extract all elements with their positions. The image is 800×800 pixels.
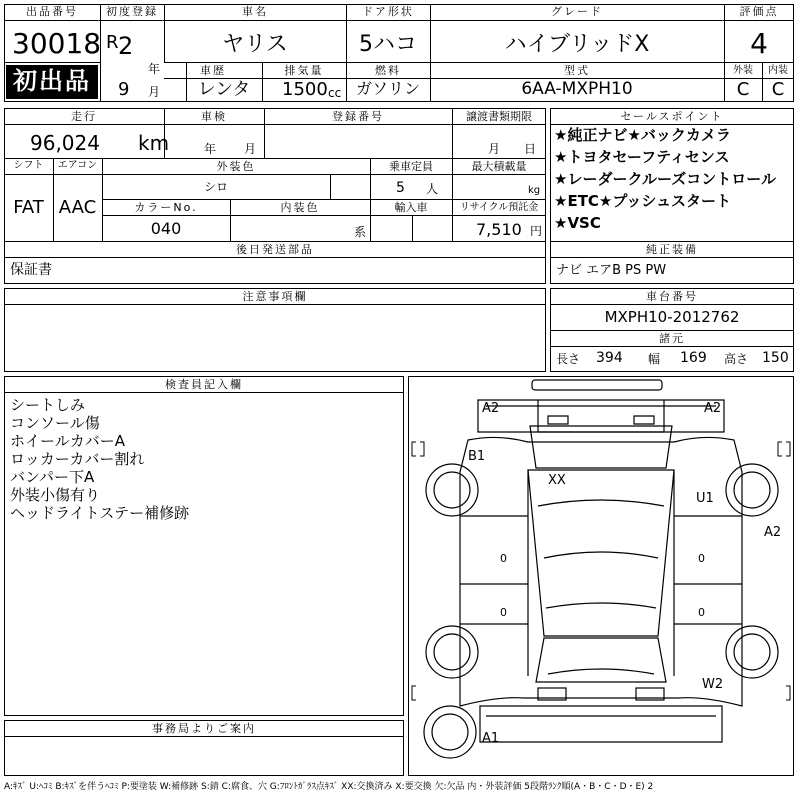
reg-year-unit: 年: [148, 62, 161, 76]
width-label: 幅: [648, 352, 661, 366]
shift: FAT: [13, 197, 44, 218]
capacity-label: 乗車定員: [389, 160, 433, 173]
inspector-item: コンソール傷: [10, 414, 100, 432]
exterior-label: 外装: [733, 65, 753, 76]
dims-label: 諸元: [659, 332, 685, 345]
color-no: 040: [150, 219, 182, 238]
car-name: ヤリス: [222, 32, 288, 57]
sales-point: ★レーダークルーズコントロール: [554, 170, 776, 188]
length-label: 長さ: [556, 352, 581, 366]
score: 4: [750, 27, 768, 60]
later-parts: 保証書: [10, 262, 52, 278]
sales-label: セールスポイント: [620, 110, 724, 123]
score-label: 評価点: [739, 5, 779, 18]
length: 394: [596, 350, 623, 366]
rear-window: [536, 638, 666, 682]
inspector-item: 外装小傷有り: [10, 486, 101, 504]
model: 6AA-MXPH10: [521, 79, 633, 99]
inspector-items: [10, 396, 189, 522]
int-color-label: 内装色: [280, 201, 320, 214]
fuel: ガソリン: [355, 79, 420, 98]
car-name-label: 車名: [242, 5, 268, 18]
equipment: ナビ エアB PS PW: [556, 263, 667, 278]
front-panel: [478, 400, 724, 432]
inspection-month-unit: 月: [244, 142, 257, 156]
mark-front-right: A2: [704, 401, 722, 416]
mark-rear: A1: [482, 731, 500, 746]
body-outline: [460, 437, 742, 706]
first-reg-label: 初度登録: [106, 5, 158, 18]
door-label: ドア形状: [362, 5, 414, 18]
sales-points: [554, 128, 792, 238]
fuel-label: 燃料: [375, 64, 401, 77]
mark-zero: 0: [698, 552, 705, 565]
color-no-label: カラーNo.: [134, 201, 198, 214]
office-label: 事務局よりご案内: [152, 722, 256, 735]
displacement: 1500: [282, 79, 328, 100]
model-label: 型式: [564, 64, 590, 77]
legend: A:ｷｽﾞ U:ﾍｺﾐ B:ｷｽﾞを伴うﾍｺﾐ P:要塗装 W:補修跡 S:錆 C:腐食、穴 G:ﾌﾛﾝﾄｶﾞﾗｽ点ｷｽﾞ XX:交換済み X:要交換 欠:欠品 内・外装評価 5段階ﾗﾝｸ順(A・B・C・D・E) 2: [4, 782, 654, 792]
grade: ハイブリッドX: [504, 32, 650, 57]
inspector-item: ヘッドライトステー補修跡: [10, 504, 190, 522]
interior-grade: C: [771, 79, 785, 100]
rear-bumper: [480, 706, 722, 742]
mileage: 96,024: [30, 131, 100, 155]
load-label: 最大積載量: [471, 160, 527, 173]
ac: AAC: [58, 197, 97, 218]
reg-month-unit: 月: [148, 85, 161, 99]
ext-color: シロ: [203, 180, 228, 194]
ac-label: エアコン: [57, 160, 98, 171]
mark-right-side: A2: [764, 525, 782, 540]
reg-year: 2: [118, 32, 134, 60]
front-bumper: [532, 380, 662, 390]
displacement-unit: cc: [328, 86, 342, 100]
transfer-day-unit: 日: [524, 142, 537, 156]
sales-point: ★トヨタセーフティセンス: [554, 148, 730, 166]
recycle-unit: 円: [530, 224, 543, 238]
era: R: [106, 32, 119, 53]
mark-rear-right: W2: [702, 677, 724, 692]
chassis-label: 車台番号: [646, 290, 698, 303]
inspector-item: バンパー下A: [10, 468, 95, 486]
exterior-grade: C: [736, 79, 750, 100]
shift-label: シフト: [13, 160, 44, 171]
interior-label: 内装: [768, 65, 788, 76]
int-color-unit: 系: [354, 225, 367, 239]
height-label: 高さ: [724, 352, 749, 366]
inspection-label: 車検: [201, 110, 227, 123]
lot-no-label: 出品番号: [26, 5, 78, 18]
mark-left-front: B1: [468, 449, 486, 464]
reg-no-label: 登録番号: [332, 110, 384, 123]
later-parts-label: 後日発送部品: [236, 243, 314, 256]
displacement-label: 排気量: [284, 64, 324, 77]
mark-zero: 0: [698, 606, 705, 619]
inspector-label: 検査員記入欄: [165, 378, 243, 391]
history-label: 車歴: [200, 64, 226, 77]
car-damage-diagram: [408, 376, 794, 776]
sales-point: ★純正ナビ★バックカメラ: [554, 126, 731, 144]
lot-no: 30018: [12, 27, 102, 60]
mark-zero: 0: [500, 552, 507, 565]
sales-point: ★ETC★プッシュスタート: [554, 192, 732, 210]
inspection-year-unit: 年: [204, 142, 217, 156]
door-type: 5ハコ: [359, 32, 417, 57]
transfer-deadline-label: 譲渡書類期限: [466, 110, 532, 123]
height: 150: [762, 350, 789, 366]
ext-color-label: 外装色: [216, 160, 256, 173]
equipment-label: 純正装備: [646, 243, 698, 256]
import-label: 輸入車: [394, 201, 428, 214]
inspector-item: シートしみ: [10, 396, 86, 414]
capacity: 5: [396, 180, 405, 196]
width: 169: [680, 350, 707, 366]
history: レンタ: [197, 79, 251, 100]
roof: [528, 470, 674, 636]
capacity-unit: 人: [426, 182, 439, 196]
mark-roof: XX: [548, 473, 566, 488]
load-unit: kg: [528, 185, 541, 196]
mileage-label: 走行: [71, 110, 97, 123]
mark-zero: 0: [500, 606, 507, 619]
sales-point: ★VSC: [554, 214, 601, 232]
grade-label: グレード: [551, 5, 603, 18]
recycle-label: リサイクル預託金: [459, 202, 539, 213]
inspector-item: ロッカーカバー割れ: [10, 450, 145, 468]
notes-label: 注意事項欄: [242, 290, 308, 303]
reg-month: 9: [118, 79, 130, 100]
mark-front-left: A2: [482, 401, 500, 416]
recycle-amount: 7,510: [476, 220, 522, 239]
inspector-item: ホイールカバーA: [10, 432, 125, 450]
mark-right-front: U1: [696, 491, 714, 506]
first-listing-label: 初出品: [13, 67, 91, 95]
mileage-unit: km: [138, 131, 170, 155]
transfer-month-unit: 月: [488, 142, 501, 156]
chassis-number: MXPH10-2012762: [604, 308, 740, 326]
